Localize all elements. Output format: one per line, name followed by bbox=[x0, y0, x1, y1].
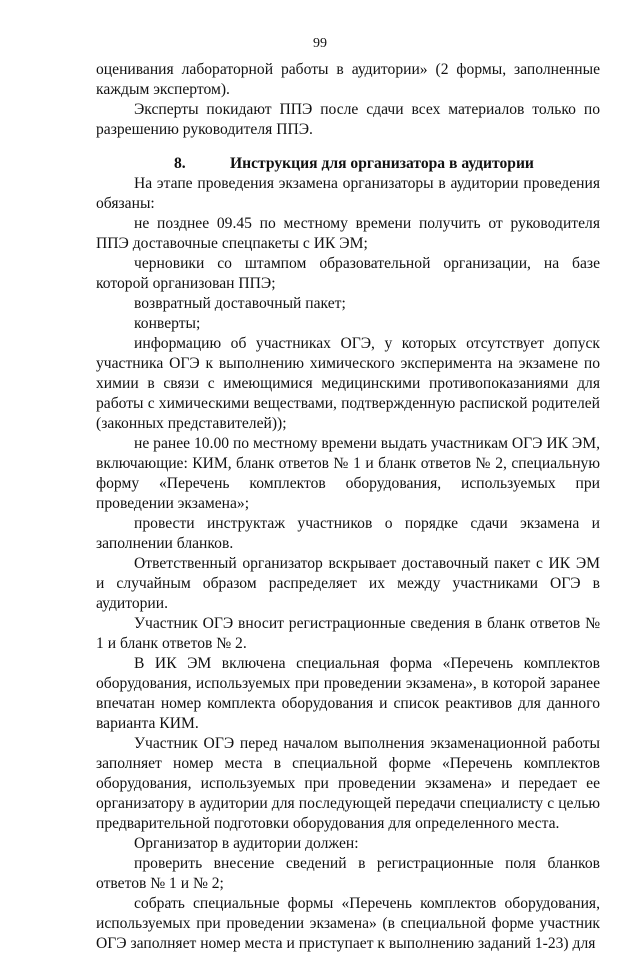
paragraph: не позднее 09.45 по местному времени получить от руководителя ППЭ доставочные спецпакеты с ИК ЭМ; bbox=[96, 215, 600, 252]
paragraph: оценивания лабораторной работы в аудитории» (2 формы, заполненные каждым экспертом). bbox=[96, 61, 600, 98]
paragraph: конверты; bbox=[134, 315, 201, 332]
page-number: 99 bbox=[313, 36, 327, 51]
paragraph: собрать специальные формы «Перечень комплектов оборудования, используемых при проведении экзамена» (в специальной форме участник ОГЭ заполняет номер места и приступает к выполнению заданий 1-23) для bbox=[96, 895, 600, 952]
paragraph: Организатор в аудитории должен: bbox=[134, 835, 359, 852]
section-title: Инструкция для организатора в аудитории bbox=[230, 155, 534, 172]
paragraph: Участник ОГЭ вносит регистрационные сведения в бланк ответов № 1 и бланк ответов № 2. bbox=[96, 615, 600, 652]
paragraph: информацию об участниках ОГЭ, у которых отсутствует допуск участника ОГЭ к выполнению химического эксперимента на экзамене по химии в связи с имеющимися медицинскими противопоказаниями для работы с химическими веществами, подтвержденную распиской родителей (законных представителей)); bbox=[96, 335, 600, 432]
paragraph: черновики со штампом образовательной организации, на базе которой организован ППЭ; bbox=[96, 255, 600, 292]
section-number: 8. bbox=[174, 155, 186, 172]
paragraph: не ранее 10.00 по местному времени выдать участникам ОГЭ ИК ЭМ, включающие: КИМ, бланк ответов № 1 и бланк ответов № 2, специальную форму «Перечень комплектов оборудования, используемых при проведении экзамена»; bbox=[96, 435, 600, 512]
paragraph: Эксперты покидают ППЭ после сдачи всех материалов только по разрешению руководителя ППЭ. bbox=[96, 101, 600, 138]
paragraph: В ИК ЭМ включена специальная форма «Перечень комплектов оборудования, используемых при проведении экзамена», в которой заранее впечатан номер комплекта оборудования и список реактивов для данного варианта КИМ. bbox=[96, 655, 600, 732]
document-body bbox=[96, 60, 600, 954]
paragraph: проверить внесение сведений в регистрационные поля бланков ответов № 1 и № 2; bbox=[96, 855, 600, 892]
paragraph: провести инструктаж участников о порядке сдачи экзамена и заполнении бланков. bbox=[96, 515, 600, 552]
section-heading bbox=[96, 154, 600, 174]
paragraph: Ответственный организатор вскрывает доставочный пакет с ИК ЭМ и случайным образом распределяет их между участниками ОГЭ в аудитории. bbox=[96, 555, 600, 612]
paragraph: Участник ОГЭ перед началом выполнения экзаменационной работы заполняет номер места в специальной форме «Перечень комплектов оборудования, используемых при проведении экзамена» и передает ее организатору в аудитории для последующей передачи специалисту с целью предварительной подготовки оборудования для определенного места. bbox=[96, 735, 600, 832]
paragraph: возвратный доставочный пакет; bbox=[134, 295, 346, 312]
paragraph: На этапе проведения экзамена организаторы в аудитории проведения обязаны: bbox=[96, 175, 600, 212]
